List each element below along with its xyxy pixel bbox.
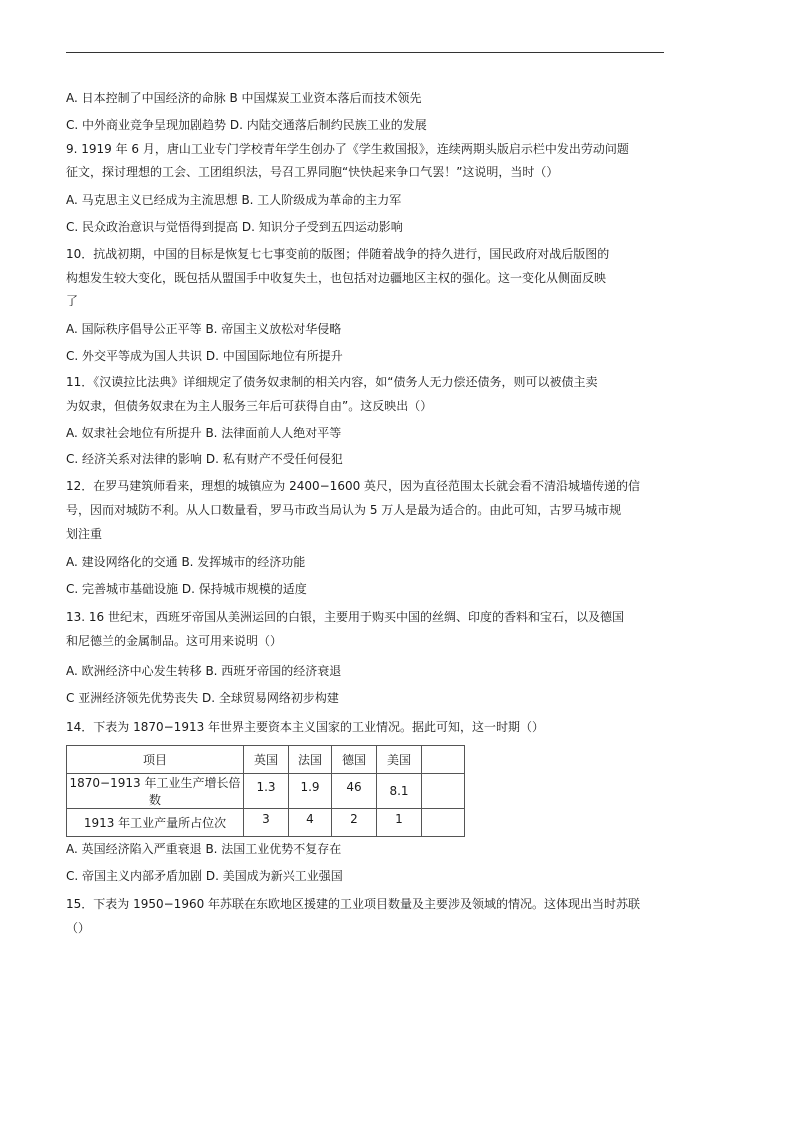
table-cell: [289, 774, 332, 809]
table-cell: 1913 年工业产量所占位次: [67, 809, 244, 837]
text-line: 11．《汉谟拉比法典》详细规定了债务奴隶制的相关内容，如“债务人无力偿还债务，则可以被债主卖: [66, 375, 598, 389]
table-cell-value: 2: [350, 811, 358, 826]
table-cell-value: 3: [262, 811, 270, 826]
text-line: A. 国际秩序倡导公正平等 B. 帝国主义放松对华侵略: [66, 322, 342, 336]
table-row: [67, 809, 465, 837]
text-line: C. 帝国主义内部矛盾加剧 D. 美国成为新兴工业强国: [66, 869, 343, 883]
table-header-cell: 项目: [67, 746, 244, 774]
text-line: A. 欧洲经济中心发生转移 B. 西班牙帝国的经济衰退: [66, 664, 342, 678]
table-cell: 1870−1913 年工业生产增长倍数: [67, 774, 244, 809]
text-line: A. 马克思主义已经成为主流思想 B. 工人阶级成为革命的主力军: [66, 193, 402, 207]
text-line: C. 经济关系对法律的影响 D. 私有财产不受任何侵犯: [66, 452, 343, 466]
text-line: 为奴隶，但债务奴隶在为主人服务三年后可获得自由”。这反映出（）: [66, 399, 433, 413]
table-cell-value: 4: [306, 811, 314, 826]
table-header-row: [67, 746, 465, 774]
text-line: C. 外交平等成为国人共识 D. 中国国际地位有所提升: [66, 349, 343, 363]
text-line: A. 日本控制了中国经济的命脉 B 中国煤炭工业资本落后而技术领先: [66, 91, 422, 105]
table-header-cell: 法国: [289, 746, 332, 774]
table-cell: [422, 809, 465, 837]
text-line: 9. 1919 年 6 月，唐山工业专门学校青年学生创办了《学生救国报》，连续两期头版启示栏中发出劳动问题: [66, 142, 629, 156]
table-header-cell: 德国: [332, 746, 377, 774]
industry-table: [66, 745, 465, 837]
table-cell: [289, 809, 332, 837]
text-line: 12．在罗马建筑师看来，理想的城镇应为 2400−1600 英尺，因为直径范围太长就会看不清沿城墙传递的信: [66, 479, 641, 493]
text-line: C. 中外商业竞争呈现加剧趋势 D. 内陆交通落后制约民族工业的发展: [66, 118, 427, 132]
text-line: 了: [66, 294, 79, 308]
table-cell-value: 1.3: [256, 780, 276, 794]
text-line: 10．抗战初期，中国的目标是恢复七七事变前的版图；伴随着战争的持久进行，国民政府对战后版图的: [66, 247, 610, 261]
text-line: A. 建设网络化的交通 B. 发挥城市的经济功能: [66, 555, 306, 569]
text-line: 构想发生较大变化，既包括从盟国手中收复失土，也包括对边疆地区主权的强化。这一变化从侧面反映: [66, 271, 607, 285]
table-cell-value: 1.9: [300, 780, 320, 794]
text-line: C. 完善城市基础设施 D. 保持城市规模的适度: [66, 582, 307, 596]
table-cell: [244, 809, 289, 837]
table-row: [67, 774, 465, 809]
text-line: 15．下表为 1950−1960 年苏联在东欧地区援建的工业项目数量及主要涉及领域的情况。这体现出当时苏联: [66, 897, 641, 911]
text-line: C. 民众政治意识与觉悟得到提高 D. 知识分子受到五四运动影响: [66, 220, 403, 234]
table-header-cell: [422, 746, 465, 774]
text-line: 划注重: [66, 527, 103, 541]
table-cell: 8.1: [377, 774, 422, 809]
text-line: 14．下表为 1870−1913 年世界主要资本主义国家的工业情况。据此可知，这一时期（）: [66, 720, 545, 734]
header-rule: [66, 52, 664, 53]
table-header-cell: 美国: [377, 746, 422, 774]
text-line: 13. 16 世纪末，西班牙帝国从美洲运回的白银，主要用于购买中国的丝绸、印度的香料和宝石，以及德国: [66, 610, 624, 624]
text-line: 征文，探讨理想的工会、工团组织法，号召工界同胞“快快起来争口气罢！”这说明，当时（）: [66, 165, 559, 179]
table-cell: [332, 774, 377, 809]
table-cell-value: 1: [395, 811, 403, 826]
text-line: A. 奴隶社会地位有所提升 B. 法律面前人人绝对平等: [66, 426, 342, 440]
table-cell: [422, 774, 465, 809]
table-header-cell: 英国: [244, 746, 289, 774]
text-line: 和尼德兰的金属制品。这可用来说明（）: [66, 634, 283, 648]
text-line: A. 英国经济陷入严重衰退 B. 法国工业优势不复存在: [66, 842, 342, 856]
text-line: C 亚洲经济领先优势丧失 D. 全球贸易网络初步构建: [66, 691, 339, 705]
table-cell: [244, 774, 289, 809]
table-cell-value: 46: [346, 780, 362, 794]
text-line: （）: [66, 921, 91, 935]
table-cell: [332, 809, 377, 837]
text-line: 号，因而对城防不利。从人口数量看，罗马市政当局认为 5 万人是最为适合的。由此可知，古罗马城市规: [66, 503, 622, 517]
table-cell: [377, 809, 422, 837]
